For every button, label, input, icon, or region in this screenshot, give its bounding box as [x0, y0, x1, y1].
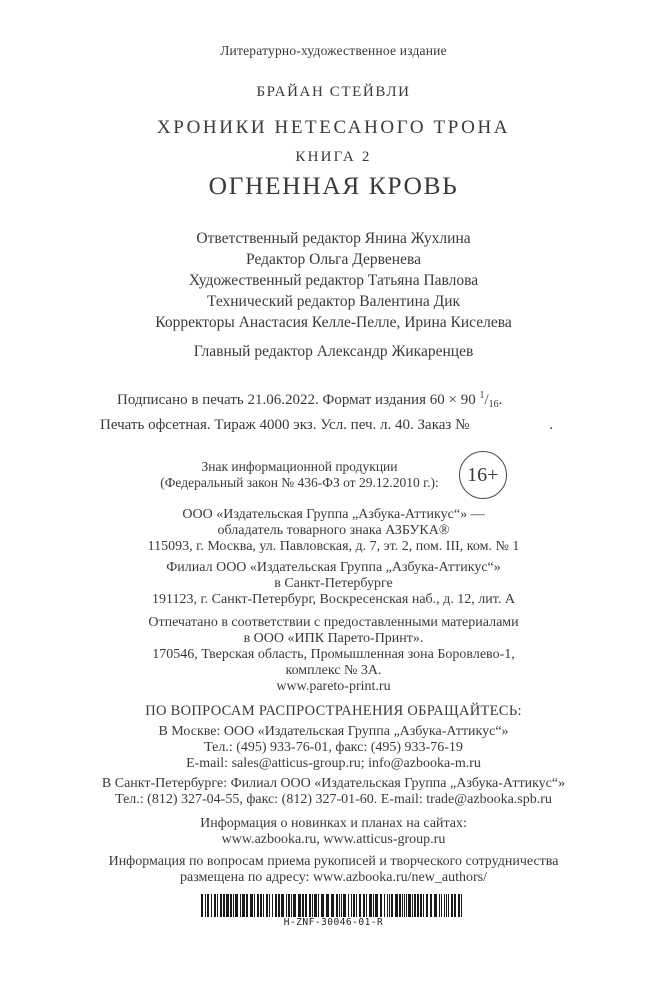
printing-house-address1: 170546, Тверская область, Промышленная зона Боровлево-1,	[152, 647, 515, 662]
distribution-moscow-email: E-mail: sales@atticus-group.ru; info@azbooka-m.ru	[186, 756, 481, 771]
series-title: ХРОНИКИ НЕТЕСАНОГО ТРОНА	[156, 117, 511, 138]
distribution-moscow-line: В Москве: ООО «Издательская Группа „Азбука-Аттикус“»	[158, 724, 509, 739]
distribution-block	[100, 703, 567, 808]
staff-line-technical-editor: Технический редактор Валентина Дик	[206, 293, 461, 310]
printing-house-website: www.pareto-print.ru	[276, 679, 391, 694]
staff-block	[100, 228, 567, 333]
publisher-branch-city: в Санкт-Петербурге	[274, 576, 393, 591]
print-info-block	[100, 386, 567, 435]
news-websites: www.azbooka.ru, www.atticus-group.ru	[221, 832, 446, 847]
book-number: КНИГА 2	[295, 149, 372, 165]
age-rating-label-line2: (Федеральный закон № 436-ФЗ от 29.12.2010 г.):	[160, 475, 439, 490]
staff-line-art-editor: Художественный редактор Татьяна Павлова	[188, 272, 479, 289]
age-rating-label-line1: Знак информационной продукции	[201, 459, 398, 474]
format-fraction-slash: /	[484, 392, 489, 408]
printing-house-name: в ООО «ИПК Парето-Принт».	[243, 631, 424, 646]
distribution-spb-line: В Санкт-Петербурге: Филиал ООО «Издательская Группа „Азбука-Аттикус“»	[101, 776, 566, 791]
printing-house-address2: комплекс № 3А.	[285, 663, 382, 678]
book-title: ОГНЕННАЯ КРОВЬ	[208, 171, 459, 200]
staff-line-proofreaders: Корректоры Анастасия Келле-Пелле, Ирина Киселева	[155, 314, 512, 331]
colophon-page	[100, 0, 567, 930]
distribution-moscow-phone: Тел.: (495) 933-76-01, факс: (495) 933-76-19	[204, 740, 463, 755]
format-fraction-numerator: 1	[479, 390, 485, 401]
edition-type-line: Литературно-художественное издание	[220, 43, 447, 58]
manuscripts-block	[100, 854, 567, 886]
distribution-heading: ПО ВОПРОСАМ РАСПРОСТРАНЕНИЯ ОБРАЩАЙТЕСЬ:	[145, 703, 522, 719]
staff-line-responsible-editor: Ответственный редактор Янина Жухлина	[196, 230, 471, 247]
printed-by-line: Отпечатано в соответствии с предоставленными материалами	[148, 615, 519, 630]
publisher-moscow-group	[100, 507, 567, 555]
print-date-format-line	[100, 386, 567, 415]
publisher-line: ООО «Издательская Группа „Азбука-Аттикус“» —	[182, 507, 485, 522]
print-date-text: Подписано в печать 21.06.2022. Формат издания 60 × 90	[117, 392, 480, 408]
publisher-branch-line: Филиал ООО «Издательская Группа „Азбука-Аттикус“»	[166, 560, 501, 575]
barcode	[201, 894, 467, 917]
age-rating-badge: 16+	[459, 451, 507, 499]
format-fraction-denominator: 16	[488, 399, 499, 410]
news-line: Информация о новинках и планах на сайтах:	[200, 816, 467, 831]
order-number-period: .	[549, 417, 553, 433]
publisher-moscow-address: 115093, г. Москва, ул. Павловская, д. 7, эт. 2, пом. III, ком. № 1	[147, 539, 520, 554]
staff-line-editor: Редактор Ольга Дервенева	[246, 251, 421, 268]
publisher-spb-address: 191123, г. Санкт-Петербург, Воскресенская наб., д. 12, лит. А	[152, 592, 515, 607]
manuscripts-url-line: размещена по адресу: www.azbooka.ru/new_authors/	[180, 870, 487, 885]
print-run-order-line	[100, 415, 567, 435]
printing-house-group	[100, 615, 567, 695]
distribution-moscow-group	[100, 724, 567, 772]
print-run-text: Печать офсетная. Тираж 4000 экз. Усл. печ. л. 40. Заказ №	[100, 417, 470, 433]
distribution-spb-contacts: Тел.: (812) 327-04-55, факс: (812) 327-01-60. E-mail: trade@azbooka.spb.ru	[115, 792, 552, 807]
chief-editor-line: Главный редактор Александр Жикаренцев	[193, 343, 474, 360]
print-date-period: .	[498, 392, 503, 408]
distribution-spb-group	[100, 776, 567, 808]
news-websites-block	[100, 816, 567, 848]
publisher-block	[100, 507, 567, 695]
publisher-trademark-line: обладатель товарного знака АЗБУКА®	[217, 523, 450, 538]
manuscripts-line: Информация по вопросам приема рукописей и творческого сотрудничества	[108, 854, 559, 869]
barcode-block	[201, 894, 467, 928]
publisher-spb-group	[100, 560, 567, 608]
age-rating-block	[100, 451, 567, 499]
barcode-label: H-ZNF-30046-01-R	[283, 917, 384, 928]
age-rating-label	[160, 459, 438, 491]
author-name: БРАЙАН СТЕЙВЛИ	[256, 84, 411, 100]
